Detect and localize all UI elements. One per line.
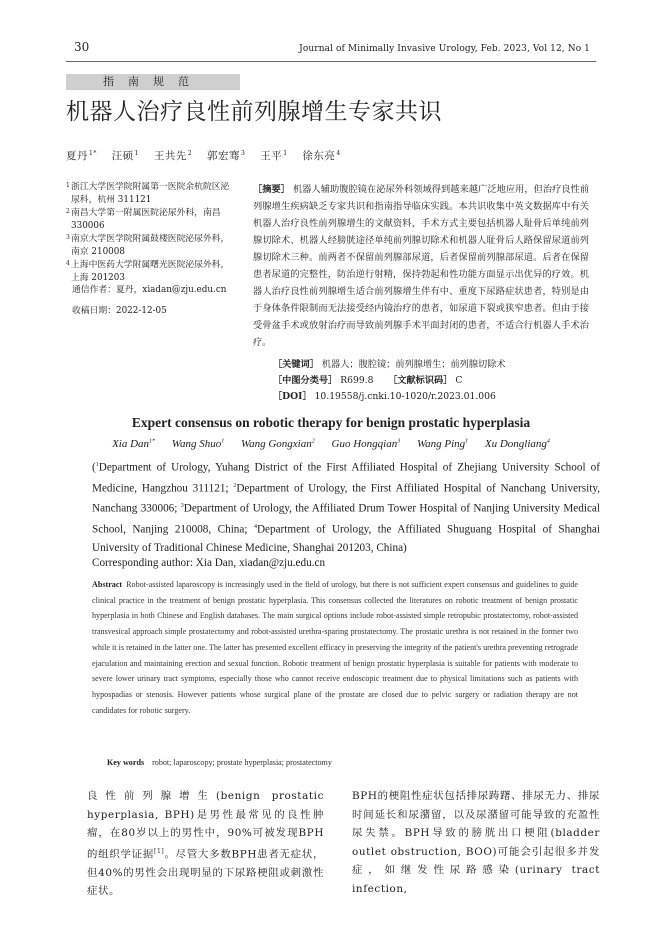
affiliation-cn: 4 上海中医药大学附属曙光医院泌尿外科，上海 201203 — [66, 260, 230, 283]
document-code: C — [455, 375, 463, 386]
title-en: Expert consensus on robotic therapy for benign prostatic hyperplasia — [131, 415, 531, 430]
corresponding-author-en: Corresponding author: Xia Dan, xiadan@zju.edu.cn — [92, 557, 326, 569]
keywords-en: Key words robot; laparoscopy; prostate hyperplasia; prostatectomy — [107, 758, 332, 767]
doi[interactable]: 10.19558/j.cnki.10-1020/r.2023.01.006 — [314, 391, 496, 402]
page-number: 30 — [74, 40, 90, 54]
section-tag: 指南规范 — [66, 74, 240, 90]
author-cn: 夏丹$^{1*}$ — [66, 149, 97, 162]
abstract-en-text: Robot-assisted laparoscopy is increasingly used in the field of urology, but there is not sufficient expert consensus and guidelines to guide clinical practice in the treatment of benign prostatic hyperplasia. This consensus collected the literatures on robotic treatment of benign prostatic hyperplasia in both Chinese and English databases. The main surgical options include robot-assisted simple retropubic prostatectomy, robot-assisted transvesical approach simple prostatectomy and robot-assisted urethra-sparing prostatectomy. The prostatic urethra is not retained in the former two while it is retained in the latter one. The latter has presented excellent efficacy in preserving the integrity of the patient's urethra preventing retrograde ejaculation and maintaining erection and sexual function. Robotic treatment of benign prostatic hyperplasia is suitable for patients with moderate to severe lower urinary tract symptoms, especially those who cannot receive endoscopic treatment due to physical limitations such as patients with hypospadias or stenosis. However patients whose surgical plane of the prostate are closed due to pelvic surgery or radiation therapy are not candidates for robotic surgery. — [92, 580, 578, 715]
affiliations-cn — [66, 181, 236, 285]
author-cn: 汪硕$^1$ — [111, 149, 139, 162]
keywords-cn-block: ［关键词］ 机器人；腹腔镜；前列腺增生；前列腺切除术 ［中图分类号］ R699.8 ［文献标识码］ C ［DOI］ 10.19558/j.cnki.10-1020/r.2023.01.006 — [273, 359, 506, 402]
author-cn: 王平$^1$ — [260, 149, 288, 162]
affiliation-cn: 2 南昌大学第一附属医院泌尿外科，南昌 330006 — [66, 208, 221, 231]
received-date-cn: 收稿日期：2022-12-05 — [72, 306, 167, 316]
affiliation-cn: 1 浙江大学医学院附属第一医院余杭院区泌尿科，杭州 311121 — [66, 182, 230, 205]
author-cn: 王共先$^2$ — [153, 149, 193, 162]
authors-en — [66, 438, 596, 450]
abstract-cn-label: ［摘要］ — [253, 184, 291, 195]
body-column-right: BPH的梗阻性症状包括排尿踌躇、排尿无力、排尿时间延长和尿潴留，以及尿潴留可能导致的充盈性尿失禁。BPH导致的膀胱出口梗阻(bladder outlet obstruction, BOO)可能会引起很多并发症，如继发性尿路感染(urinary tract infection, — [352, 790, 600, 895]
author-en: Xu Dongliang$^4$ — [484, 438, 550, 450]
corresponding-author-cn: 通信作者：夏丹，xiadan@zju.edu.cn — [72, 285, 227, 295]
keywords-cn: 机器人；腹腔镜；前列腺增生；前列腺切除术 — [321, 359, 506, 370]
clc-number: R699.8 — [340, 375, 374, 386]
author-cn: 郭宏骞$^3$ — [207, 149, 246, 162]
author-cn: 徐东亮$^4$ — [302, 149, 341, 162]
author-en: Wang Ping$^1$ — [416, 438, 469, 450]
header-rule — [66, 61, 596, 62]
title-cn: 机器人治疗良性前列腺增生专家共识 — [66, 99, 442, 125]
abstract-en — [92, 577, 578, 718]
author-en: Xia Dan$^{1*}$ — [112, 438, 156, 450]
abstract-cn — [253, 181, 589, 351]
journal-header: Journal of Minimally Invasive Urology, Feb. 2023, Vol 12, No 1 — [299, 44, 590, 54]
author-en: Wang Shuo$^1$ — [171, 438, 225, 450]
affiliation-cn: 3 南京大学医学院附属鼓楼医院泌尿外科，南京 210008 — [66, 234, 230, 257]
abstract-en-label: Abstract — [92, 580, 123, 589]
author-en: Guo Hongqian$^3$ — [331, 438, 401, 450]
citation-ref[interactable]: [1] — [154, 847, 165, 855]
authors-cn — [66, 148, 352, 163]
affiliations-en: ($^1$Department of Urology, Yuhang District of the First Affiliated Hospital of Zhejiang University School of Medicine, Hangzhou 311121; $^2$Department of Urology, the First Affiliated Hospital of Nanchang University, Nanchang 330006; $^3$Department of Urology, the Affiliated Drum Tower Hospital of Nanjing University Medical School, Nanjing 210008, China; $^4$Department of Urology, the Affiliated Shuguang Hospital of Shanghai University of Traditional Chinese Medicine, Shanghai 201203, China) — [92, 461, 601, 554]
body-column-left: 良性前列腺增生(benign prostatic hyperplasia, BPH)是男性最常见的良性肿瘤，在80岁以上的男性中，90%可被发现BPH的组织学证据[1]。尽管大多数BPH患者无症状，但40%的男性会出现明显的下尿路梗阻或刺激性症状。 — [87, 790, 325, 898]
author-en: Wang Gongxian$^2$ — [240, 438, 315, 450]
abstract-cn-text: 机器人辅助腹腔镜在泌尿外科领域得到越来越广泛地应用，但治疗良性前列腺增生疾病缺乏专家共识和指南指导临床实践。本共识收集中英文数据库中有关机器人治疗良性前列腺增生的文献资料，手术方式主要包括机器人耻骨后单纯前列腺切除术、机器人经膀胱途径单纯前列腺切除术和机器人耻骨后人路保留尿道前列腺切除术三种。前两者不保留前列腺部尿道，后者保留前列腺部尿道。后者在保留患者尿道的完整性，防治逆行射精，保持勃起和性功能方面显示出优异的疗效。机器人治疗良性前列腺增生适合前列腺增生伴有中、重度下尿路症状患者，特别是由于身体条件限制而无法接受经内镜治疗的患者，如尿道下裂或狭窄患者。但由于接受骨盆手术或放射治疗而导致前列腺手术平面封闭的患者，不适合行机器人手术治疗。 — [253, 184, 590, 348]
